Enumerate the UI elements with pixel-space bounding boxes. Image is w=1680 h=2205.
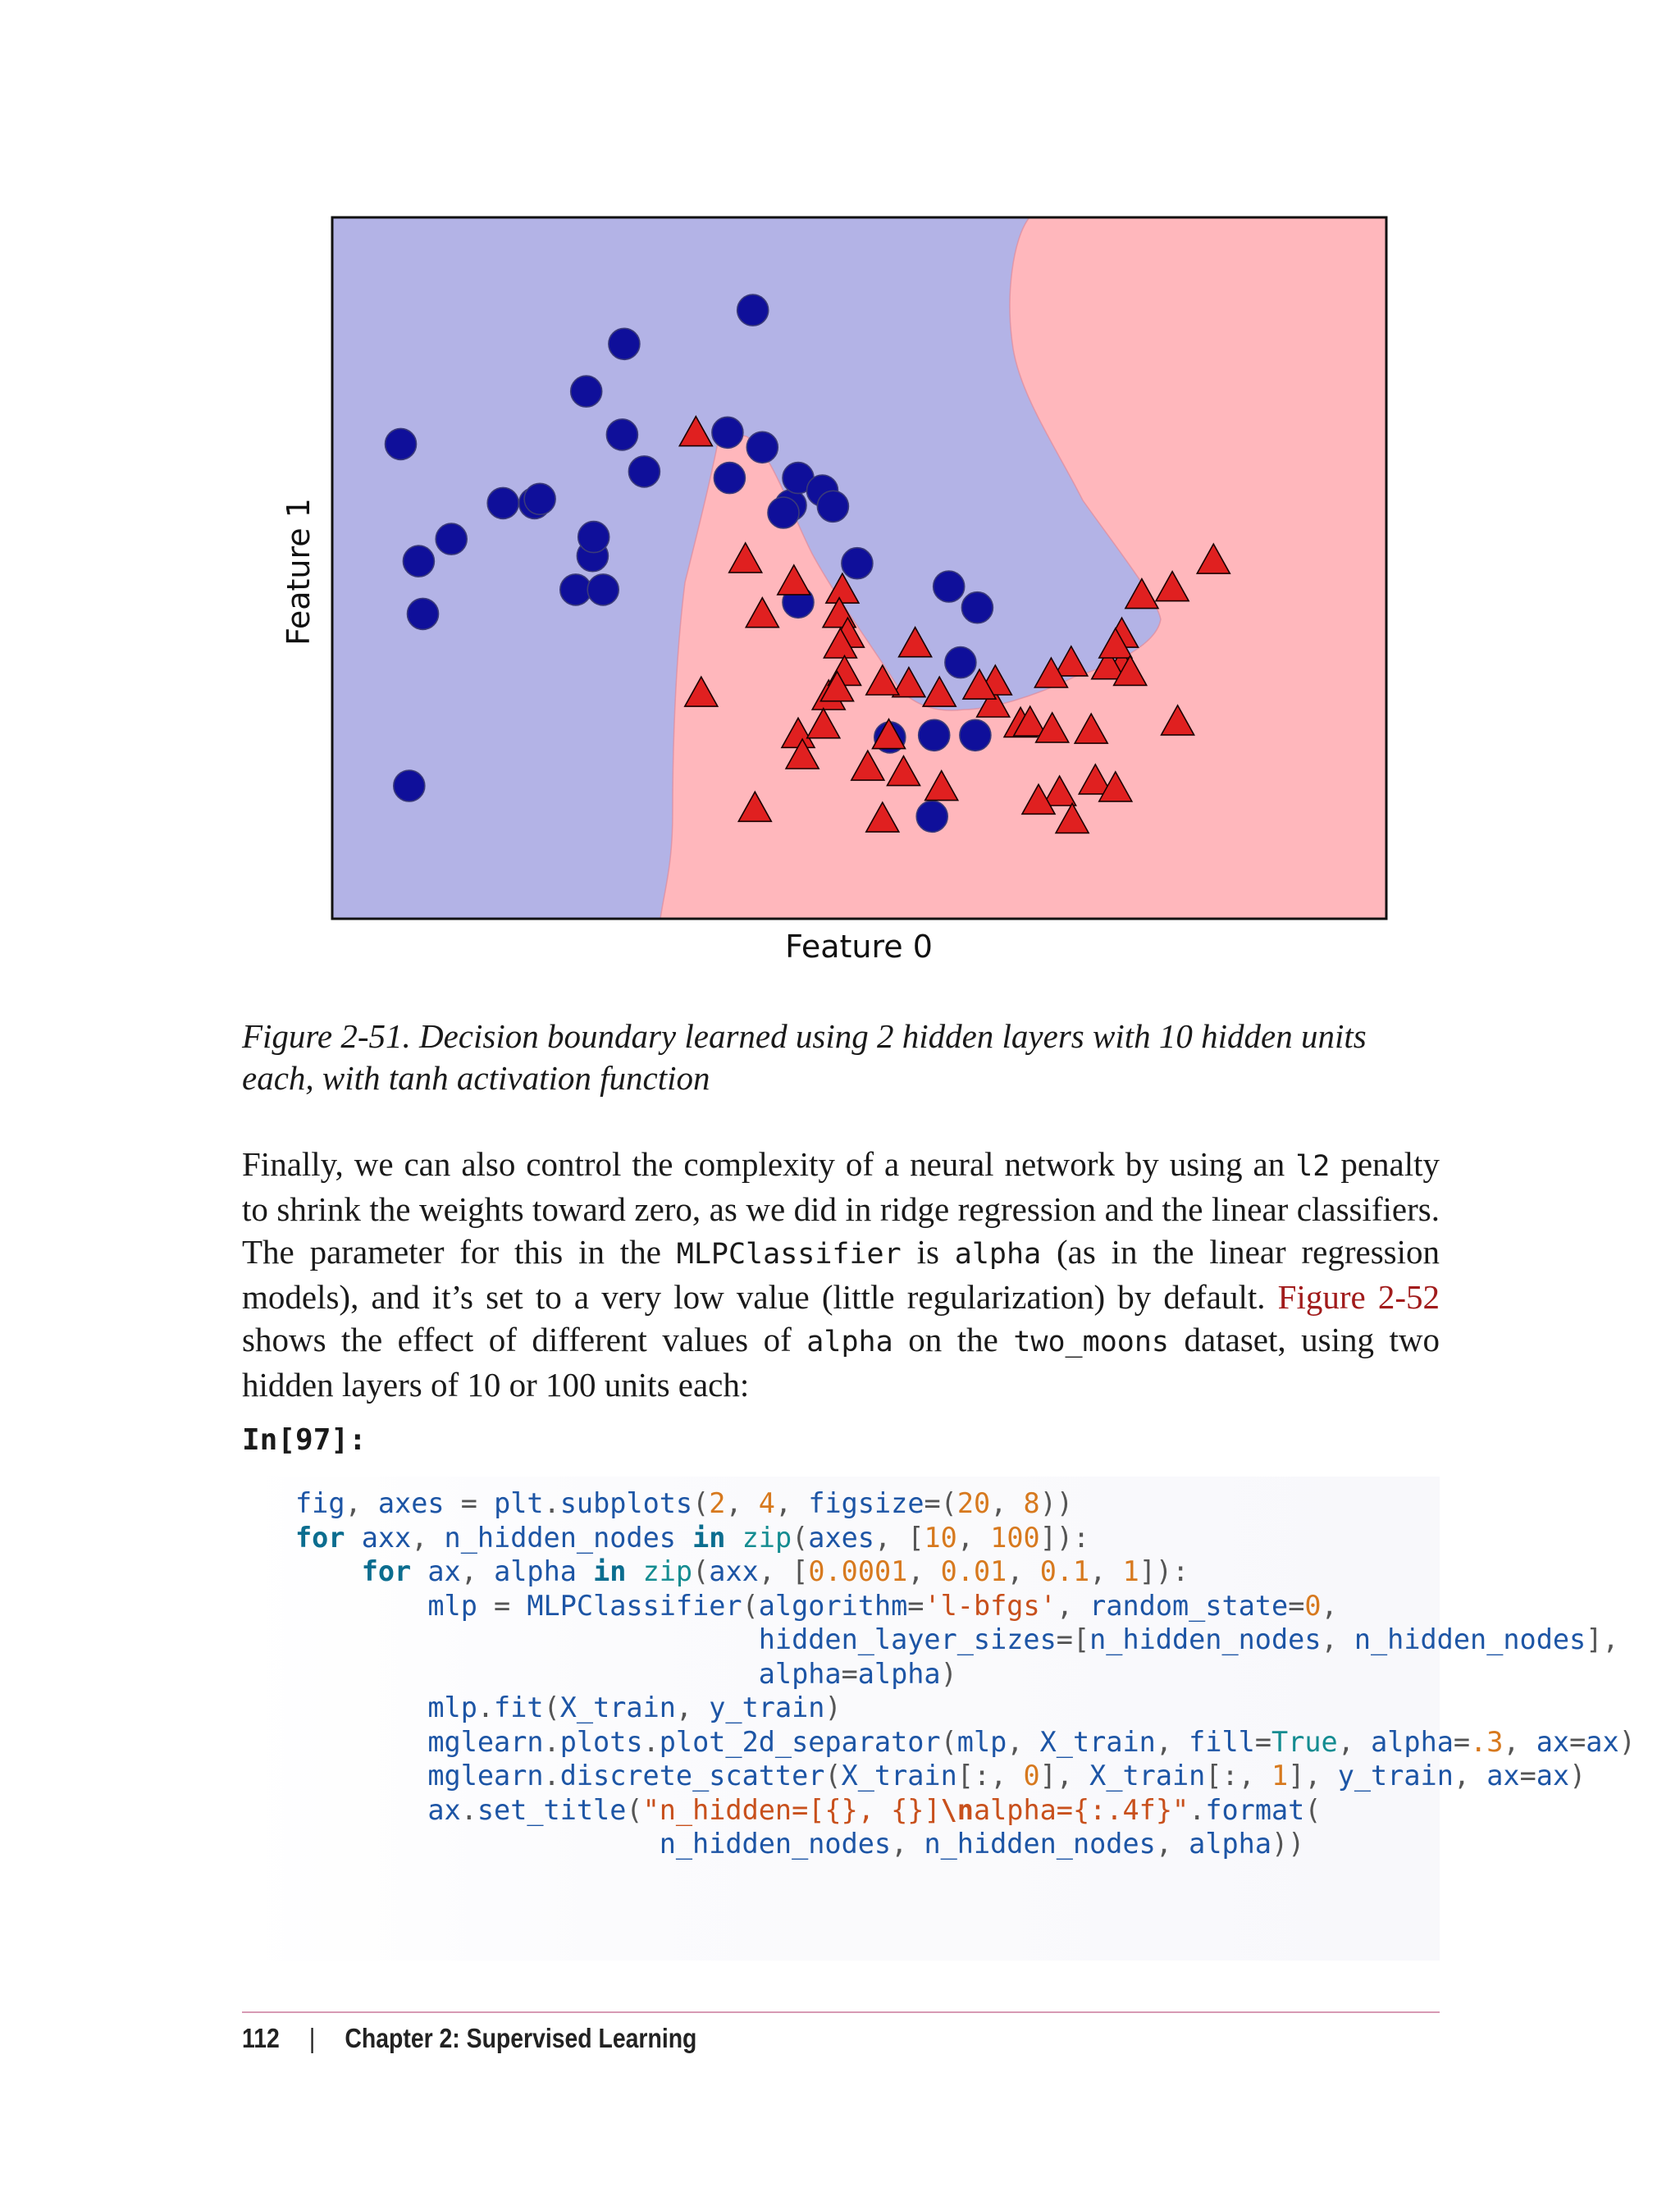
tok: fig <box>295 1487 345 1519</box>
tok: , <box>891 1828 924 1860</box>
scatter-chart <box>271 205 1452 984</box>
tok: ) <box>824 1691 842 1723</box>
class-0-point-21 <box>714 463 745 494</box>
tok: n_hidden_nodes <box>444 1521 676 1554</box>
tok: , <box>345 1487 378 1519</box>
tok: X_train <box>1039 1725 1156 1758</box>
tok: , <box>1453 1760 1487 1792</box>
tok: mlp <box>427 1589 477 1622</box>
tok: n_hidden_nodes <box>1354 1623 1586 1655</box>
class-0-point-30 <box>919 719 950 751</box>
class-0-point-8 <box>436 523 467 555</box>
tok: alpha <box>1371 1725 1454 1758</box>
tok: 1 <box>1271 1760 1289 1792</box>
tok: 8 <box>1023 1487 1040 1519</box>
code-term: alpha <box>806 1326 893 1358</box>
tok: 0 <box>1023 1760 1040 1792</box>
code-term: l2 <box>1295 1150 1331 1183</box>
class-0-point-17 <box>746 431 778 463</box>
tok: ) <box>1569 1760 1586 1792</box>
tok: ]): <box>1139 1555 1189 1587</box>
tok: 0.1 <box>1039 1555 1090 1587</box>
tok: plots <box>559 1725 643 1758</box>
tok: for <box>295 1521 345 1554</box>
tok <box>411 1555 427 1587</box>
tok: 'l-bfgs' <box>924 1589 1057 1622</box>
tok: ( <box>1304 1793 1322 1826</box>
tok: for <box>361 1555 412 1587</box>
tok: [:, <box>1205 1760 1272 1792</box>
class-0-point-15 <box>587 574 619 605</box>
class-0-point-28 <box>961 592 993 623</box>
tok: MLPClassifier <box>527 1589 742 1622</box>
tok <box>295 1828 660 1860</box>
tok: fill <box>1189 1725 1255 1758</box>
tok: zip <box>742 1521 792 1554</box>
tok: 4 <box>758 1487 775 1519</box>
tok: set_title <box>477 1793 627 1826</box>
decision-boundary-figure <box>271 205 1452 984</box>
tok: ]): <box>1039 1521 1090 1554</box>
tok: , <box>1155 1725 1189 1758</box>
tok: mlp <box>956 1725 1007 1758</box>
class-0-point-2 <box>609 328 640 359</box>
class-0-point-24 <box>817 491 848 522</box>
tok: , <box>956 1521 991 1554</box>
class-0-point-34 <box>394 770 425 801</box>
text-run: (as in the linear regression models), and it’s set to a very low value (little regularization) by default. <box>242 1233 1440 1316</box>
code-line-9 <box>295 1760 1586 1792</box>
tok: ) <box>940 1657 957 1690</box>
tok: =[ <box>1056 1623 1090 1655</box>
tok: X_train <box>841 1760 957 1792</box>
tok: 0.0001 <box>808 1555 908 1587</box>
tok: , <box>1089 1555 1123 1587</box>
tok: ], <box>1586 1623 1619 1655</box>
figure-caption: Figure 2-51. Decision boundary learned using 2 hidden layers with 10 hidden units each, with tanh activation function <box>242 1017 1367 1097</box>
tok: ( <box>940 1725 957 1758</box>
class-0-point-12 <box>524 483 555 514</box>
code-term: MLPClassifier <box>676 1238 902 1271</box>
tok: ax <box>427 1555 461 1587</box>
text-run: penalty to shrink the weights toward zero, as we did in ridge regression and the linear classifiers. The parameter for this in the <box>242 1145 1440 1271</box>
tok: format <box>1205 1793 1305 1826</box>
tok: = <box>477 1589 527 1622</box>
tok: , <box>1155 1828 1189 1860</box>
class-0-point-19 <box>768 497 799 528</box>
tok: , <box>907 1555 941 1587</box>
tok: = <box>841 1657 858 1690</box>
tok: random_state <box>1089 1589 1289 1622</box>
tok: zip <box>642 1555 693 1587</box>
class-0-point-29 <box>945 647 976 678</box>
tok: , <box>1503 1725 1536 1758</box>
chapter-title: Chapter 2: Supervised Learning <box>345 2023 697 2053</box>
tok: . <box>543 1725 560 1758</box>
class-0-point-5 <box>628 456 660 487</box>
tok: = <box>907 1589 924 1622</box>
tok: figsize <box>808 1487 924 1519</box>
tok <box>725 1522 742 1554</box>
tok: ax <box>1486 1760 1520 1792</box>
tok: , <box>774 1487 809 1519</box>
code-line-1 <box>295 1487 1073 1519</box>
tok: ( <box>824 1760 842 1792</box>
tok: subplots <box>559 1487 693 1519</box>
tok: hidden_layer_sizes <box>758 1623 1057 1655</box>
page-number: 112 <box>242 2023 280 2053</box>
tok: \n <box>940 1793 974 1826</box>
tok: ( <box>626 1793 643 1826</box>
tok: , <box>411 1521 445 1554</box>
footer-divider <box>242 2011 1440 2013</box>
tok: . <box>642 1725 660 1758</box>
tok: mglearn <box>427 1760 544 1792</box>
tok: , <box>1321 1623 1354 1655</box>
tok: n_hidden_nodes <box>1089 1623 1322 1655</box>
tok: [:, <box>956 1760 1024 1792</box>
tok <box>295 1726 427 1758</box>
tok: , <box>675 1691 710 1723</box>
code-block <box>295 1486 1636 1861</box>
tok: X_train <box>559 1691 676 1723</box>
code-term: two_moons <box>1013 1326 1169 1358</box>
tok: )) <box>1271 1828 1305 1860</box>
tok: axes <box>808 1521 874 1554</box>
code-line-6 <box>295 1658 957 1690</box>
tok: ], <box>1288 1760 1338 1792</box>
tok: . <box>477 1691 495 1723</box>
class-0-point-32 <box>960 719 991 751</box>
tok: 100 <box>990 1521 1040 1554</box>
tok: "n_hidden=[{}, {}] <box>642 1793 941 1826</box>
class-0-point-22 <box>712 417 743 448</box>
tok <box>345 1522 362 1554</box>
tok <box>295 1658 759 1690</box>
tok: n_hidden_nodes <box>659 1828 892 1860</box>
class-0-point-25 <box>842 548 873 579</box>
tok: ], <box>1039 1760 1090 1792</box>
tok: 10 <box>924 1521 957 1554</box>
tok <box>295 1794 427 1826</box>
tok: alpha <box>494 1555 577 1587</box>
tok: 0 <box>1304 1589 1322 1622</box>
tok: , <box>460 1555 495 1587</box>
tok: ax <box>1586 1725 1619 1758</box>
x-axis-label: Feature 0 <box>785 929 933 965</box>
tok: , <box>1056 1589 1090 1622</box>
tok: alpha <box>1189 1828 1271 1860</box>
tok: = <box>1519 1760 1536 1792</box>
tok: ( <box>692 1555 710 1587</box>
tok: , [ <box>758 1555 809 1587</box>
tok: , [ <box>874 1521 924 1554</box>
code-line-2 <box>295 1522 1089 1554</box>
tok: =( <box>924 1487 957 1519</box>
class-0-point-27 <box>934 571 965 602</box>
class-0-point-4 <box>606 419 637 450</box>
code-line-7 <box>295 1691 842 1723</box>
class-0-point-3 <box>571 376 602 407</box>
tok: fit <box>494 1691 544 1723</box>
tok: . <box>543 1487 560 1519</box>
tok: mlp <box>427 1691 477 1723</box>
tok: .3 <box>1470 1725 1504 1758</box>
class-0-point-11 <box>487 487 518 518</box>
class-0-point-9 <box>386 428 417 459</box>
class-0-point-7 <box>408 598 439 629</box>
tok: 0.01 <box>940 1555 1007 1587</box>
tok: y_train <box>709 1691 825 1723</box>
text-run: Finally, we can also control the complexity of a neural network by using an <box>242 1145 1285 1183</box>
tok: ) <box>1618 1725 1636 1758</box>
tok: n_hidden_nodes <box>924 1828 1156 1860</box>
tok: plt <box>494 1487 544 1519</box>
tok: = <box>1288 1589 1305 1622</box>
input-prompt: In[97]: <box>242 1423 367 1457</box>
tok: X_train <box>1089 1760 1206 1792</box>
tok: ( <box>692 1487 710 1519</box>
tok <box>295 1623 759 1655</box>
tok: . <box>1189 1793 1206 1826</box>
tok: = <box>1569 1725 1586 1758</box>
code-line-10 <box>295 1794 1322 1826</box>
tok: plot_2d_separator <box>659 1725 941 1758</box>
class-0-point-33 <box>916 801 947 832</box>
text-run: is <box>916 1233 939 1271</box>
class-0-point-16 <box>578 522 609 553</box>
tok: 2 <box>709 1487 726 1519</box>
code-line-4 <box>295 1590 1338 1622</box>
tok: , <box>1007 1555 1040 1587</box>
code-term: alpha <box>954 1238 1042 1271</box>
text-run: on the <box>908 1321 998 1358</box>
tok: axx <box>709 1555 759 1587</box>
tok <box>295 1760 427 1792</box>
code-line-3 <box>295 1555 1189 1587</box>
tok: , <box>1337 1725 1372 1758</box>
footer-separator: | <box>308 2023 316 2053</box>
tok: = <box>444 1487 495 1519</box>
tok: alpha <box>857 1657 941 1690</box>
tok: ( <box>742 1589 759 1622</box>
code-line-11 <box>295 1828 1304 1860</box>
tok <box>295 1555 362 1587</box>
tok: discrete_scatter <box>559 1760 825 1792</box>
tok <box>626 1555 642 1587</box>
tok: mglearn <box>427 1725 544 1758</box>
tok: ax <box>427 1793 461 1826</box>
tok: , <box>1007 1725 1040 1758</box>
body-paragraph <box>242 1143 1440 1406</box>
tok: , <box>1321 1589 1338 1622</box>
tok: y_train <box>1337 1760 1454 1792</box>
text-run: shows the effect of different values of <box>242 1321 792 1358</box>
tok: , <box>990 1487 1024 1519</box>
tok: ax <box>1536 1760 1570 1792</box>
tok: axes <box>377 1487 445 1519</box>
tok: ax <box>1536 1725 1570 1758</box>
code-line-5 <box>295 1623 1619 1655</box>
class-0-point-6 <box>403 546 434 577</box>
tok <box>676 1522 692 1554</box>
tok: in <box>692 1521 726 1554</box>
code-line-8 <box>295 1726 1636 1758</box>
text-run: dataset, using two hidden layers of 10 or 100 units each: <box>242 1321 1440 1404</box>
tok: ( <box>543 1691 560 1723</box>
tok: ( <box>792 1521 809 1554</box>
tok <box>295 1590 427 1622</box>
tok <box>295 1691 427 1723</box>
tok: 20 <box>956 1487 991 1519</box>
class-0-point-14 <box>560 574 591 605</box>
tok: 1 <box>1122 1555 1139 1587</box>
figure-link[interactable]: Figure 2-52 <box>1277 1278 1440 1316</box>
tok: True <box>1271 1725 1338 1758</box>
tok: = <box>1254 1725 1272 1758</box>
tok: alpha={:.4f}" <box>973 1793 1189 1826</box>
tok: )) <box>1039 1487 1074 1519</box>
class-0-point-1 <box>737 294 769 326</box>
page-footer <box>242 2023 696 2054</box>
y-axis-label: Feature 1 <box>281 498 317 646</box>
tok: . <box>543 1760 560 1792</box>
tok: algorithm <box>758 1589 908 1622</box>
tok: , <box>725 1487 759 1519</box>
tok: alpha <box>758 1657 842 1690</box>
tok: in <box>593 1555 627 1587</box>
tok <box>577 1555 593 1587</box>
tok: . <box>460 1793 477 1826</box>
tok: axx <box>361 1521 412 1554</box>
tok: = <box>1453 1725 1471 1758</box>
